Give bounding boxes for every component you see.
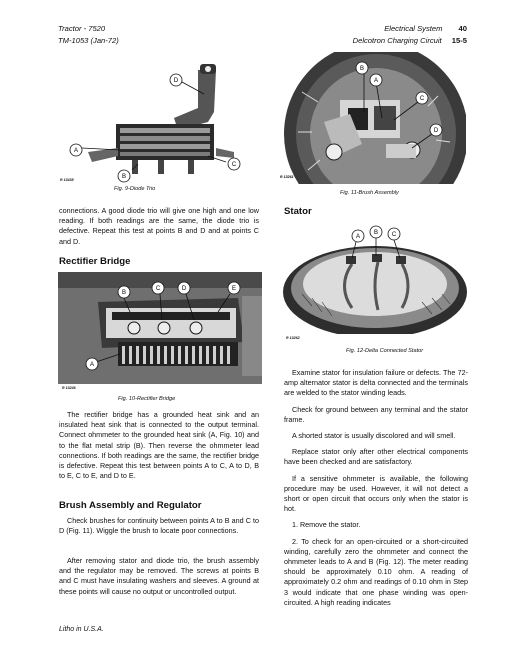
paragraph-intro: connections. A good diode trio will give one high and one low reading. If both readings are the same, the diode trio is defective. Repeat this test at points B and D and at points C and D. (59, 206, 259, 246)
paragraph-rectifier: The rectifier bridge has a grounded heat sink and an insulated heat sink that is connected to the output terminal. Connect ohmmeter to the grounded heat sink (A, Fig. 10) and to the flat metal strip (B). Then reverse the ohmmeter lead connections. If both readings are the same, the rectifier bridge is defective. Repeat this test between points A to C, A to D, B to E, C to E, and D to E. (59, 410, 259, 481)
footer-litho: Litho in U.S.A. (59, 626, 104, 633)
stator-para-3: A shorted stator is usually discolored and will smell. (292, 431, 456, 441)
figure-caption: Fig. 9-Diode Trio (114, 186, 156, 192)
figure-rectifier-bridge (58, 272, 262, 384)
svg-text:A: A (373, 78, 379, 85)
brush-callout-b (356, 62, 368, 74)
diode-callout-a (70, 144, 82, 156)
figure-code: R 13261 (280, 175, 294, 179)
stator-step-2: 2. To check for an open-circuited or a short-circuited winding, carefully zero the ohmmeter and connect the ohmmeter leads to A and B (Fig. 12). The meter reading should be approximately 0.10 ohm. A reading of approximately 0.2 ohm and readings of 0.10 ohm in Step 3 would indicate that one phase winding was open-circuited. A high reading indicates (284, 536, 468, 607)
paragraph-brush-2: After removing stator and diode trio, the brush assembly and the regulator may be removed. The screws at points B and C must have insulating washers and sleeves. A ground at these points will cause no output or uncontrolled output. (59, 556, 259, 596)
svg-text:A: A (89, 362, 95, 369)
svg-text:A: A (73, 148, 79, 155)
stator-para-4: Replace stator only after other electrical components have been checked and are satisfactory. (284, 447, 468, 467)
diode-callout-c (228, 158, 240, 170)
svg-text:B: B (121, 290, 127, 297)
stator-photo (282, 222, 468, 334)
rectifier-callout-d (178, 282, 190, 294)
heading-stator: Stator (284, 206, 312, 217)
svg-text:C: C (391, 232, 397, 239)
diode-trio-photo (58, 52, 258, 184)
svg-text:B: B (121, 174, 127, 181)
diode-callout-d (170, 74, 182, 86)
figure-code: R 13246 (62, 386, 76, 390)
rectifier-callout-a (86, 358, 98, 370)
figure-caption: Fig. 12-Delta Connected Stator (346, 348, 424, 354)
header-page-number: 15-5 (451, 36, 467, 45)
rectifier-callout-b (118, 286, 130, 298)
svg-text:B: B (373, 230, 379, 237)
diode-callout-b (118, 170, 130, 182)
figure-code: R 13438 (60, 178, 74, 182)
header-section (384, 24, 467, 34)
svg-text:C: C (419, 96, 425, 103)
brush-assembly-photo (278, 52, 466, 184)
stator-para-5: If a sensitive ohmmeter is available, the following procedure may be used. However, it will not detect a short or open circuit that occurs only when the stator is hot. (284, 473, 468, 514)
svg-text:D: D (181, 286, 187, 293)
paragraph-stator (284, 368, 468, 614)
brush-callout-d (430, 124, 442, 136)
stator-step-1: 1. Remove the stator. (292, 520, 361, 530)
brush-callout-a (370, 74, 382, 86)
header-section-number: 40 (458, 24, 467, 33)
figure-code: R 13262 (286, 336, 300, 340)
heading-rectifier-bridge: Rectifier Bridge (59, 256, 131, 267)
svg-text:C: C (155, 286, 161, 293)
rectifier-bridge-photo (58, 272, 262, 384)
figure-caption: Fig. 10-Rectifier Bridge (118, 396, 176, 402)
svg-text:B: B (359, 66, 365, 73)
svg-text:D: D (433, 128, 439, 135)
figure-brush-assembly (278, 52, 466, 184)
svg-text:E: E (231, 286, 237, 293)
stator-para-1: Examine stator for insulation failure or defects. The 72-amp alternator stator is delta connected and the terminals are welded to the stator winding leads. (284, 368, 468, 398)
figure-caption: Fig. 11-Brush Assembly (340, 190, 399, 196)
paragraph-brush-1: Check brushes for continuity between points A to B and C to D (Fig. 11). Wiggle the brush to locate poor connections. (59, 516, 259, 536)
svg-text:C: C (231, 162, 237, 169)
figure-diode-trio (58, 52, 258, 184)
svg-text:D: D (173, 78, 179, 85)
heading-brush-assembly: Brush Assembly and Regulator (59, 500, 202, 511)
header-subsection-label: Delcotron Charging Circuit (352, 36, 442, 45)
header-manual-id: TM-1053 (Jan-72) (58, 36, 119, 45)
svg-text:A: A (355, 234, 361, 241)
stator-callout-a (352, 230, 364, 242)
rectifier-callout-c (152, 282, 164, 294)
rectifier-callout-e (228, 282, 240, 294)
stator-callout-b (370, 226, 382, 238)
figure-stator (282, 222, 468, 334)
header-section-label: Electrical System (384, 24, 443, 33)
stator-callout-c (388, 228, 400, 240)
header-title: Tractor - 7520 (58, 24, 106, 33)
brush-callout-c (416, 92, 428, 104)
header-subsection (353, 36, 467, 46)
stator-para-2: Check for ground between any terminal and the stator frame. (284, 404, 468, 424)
